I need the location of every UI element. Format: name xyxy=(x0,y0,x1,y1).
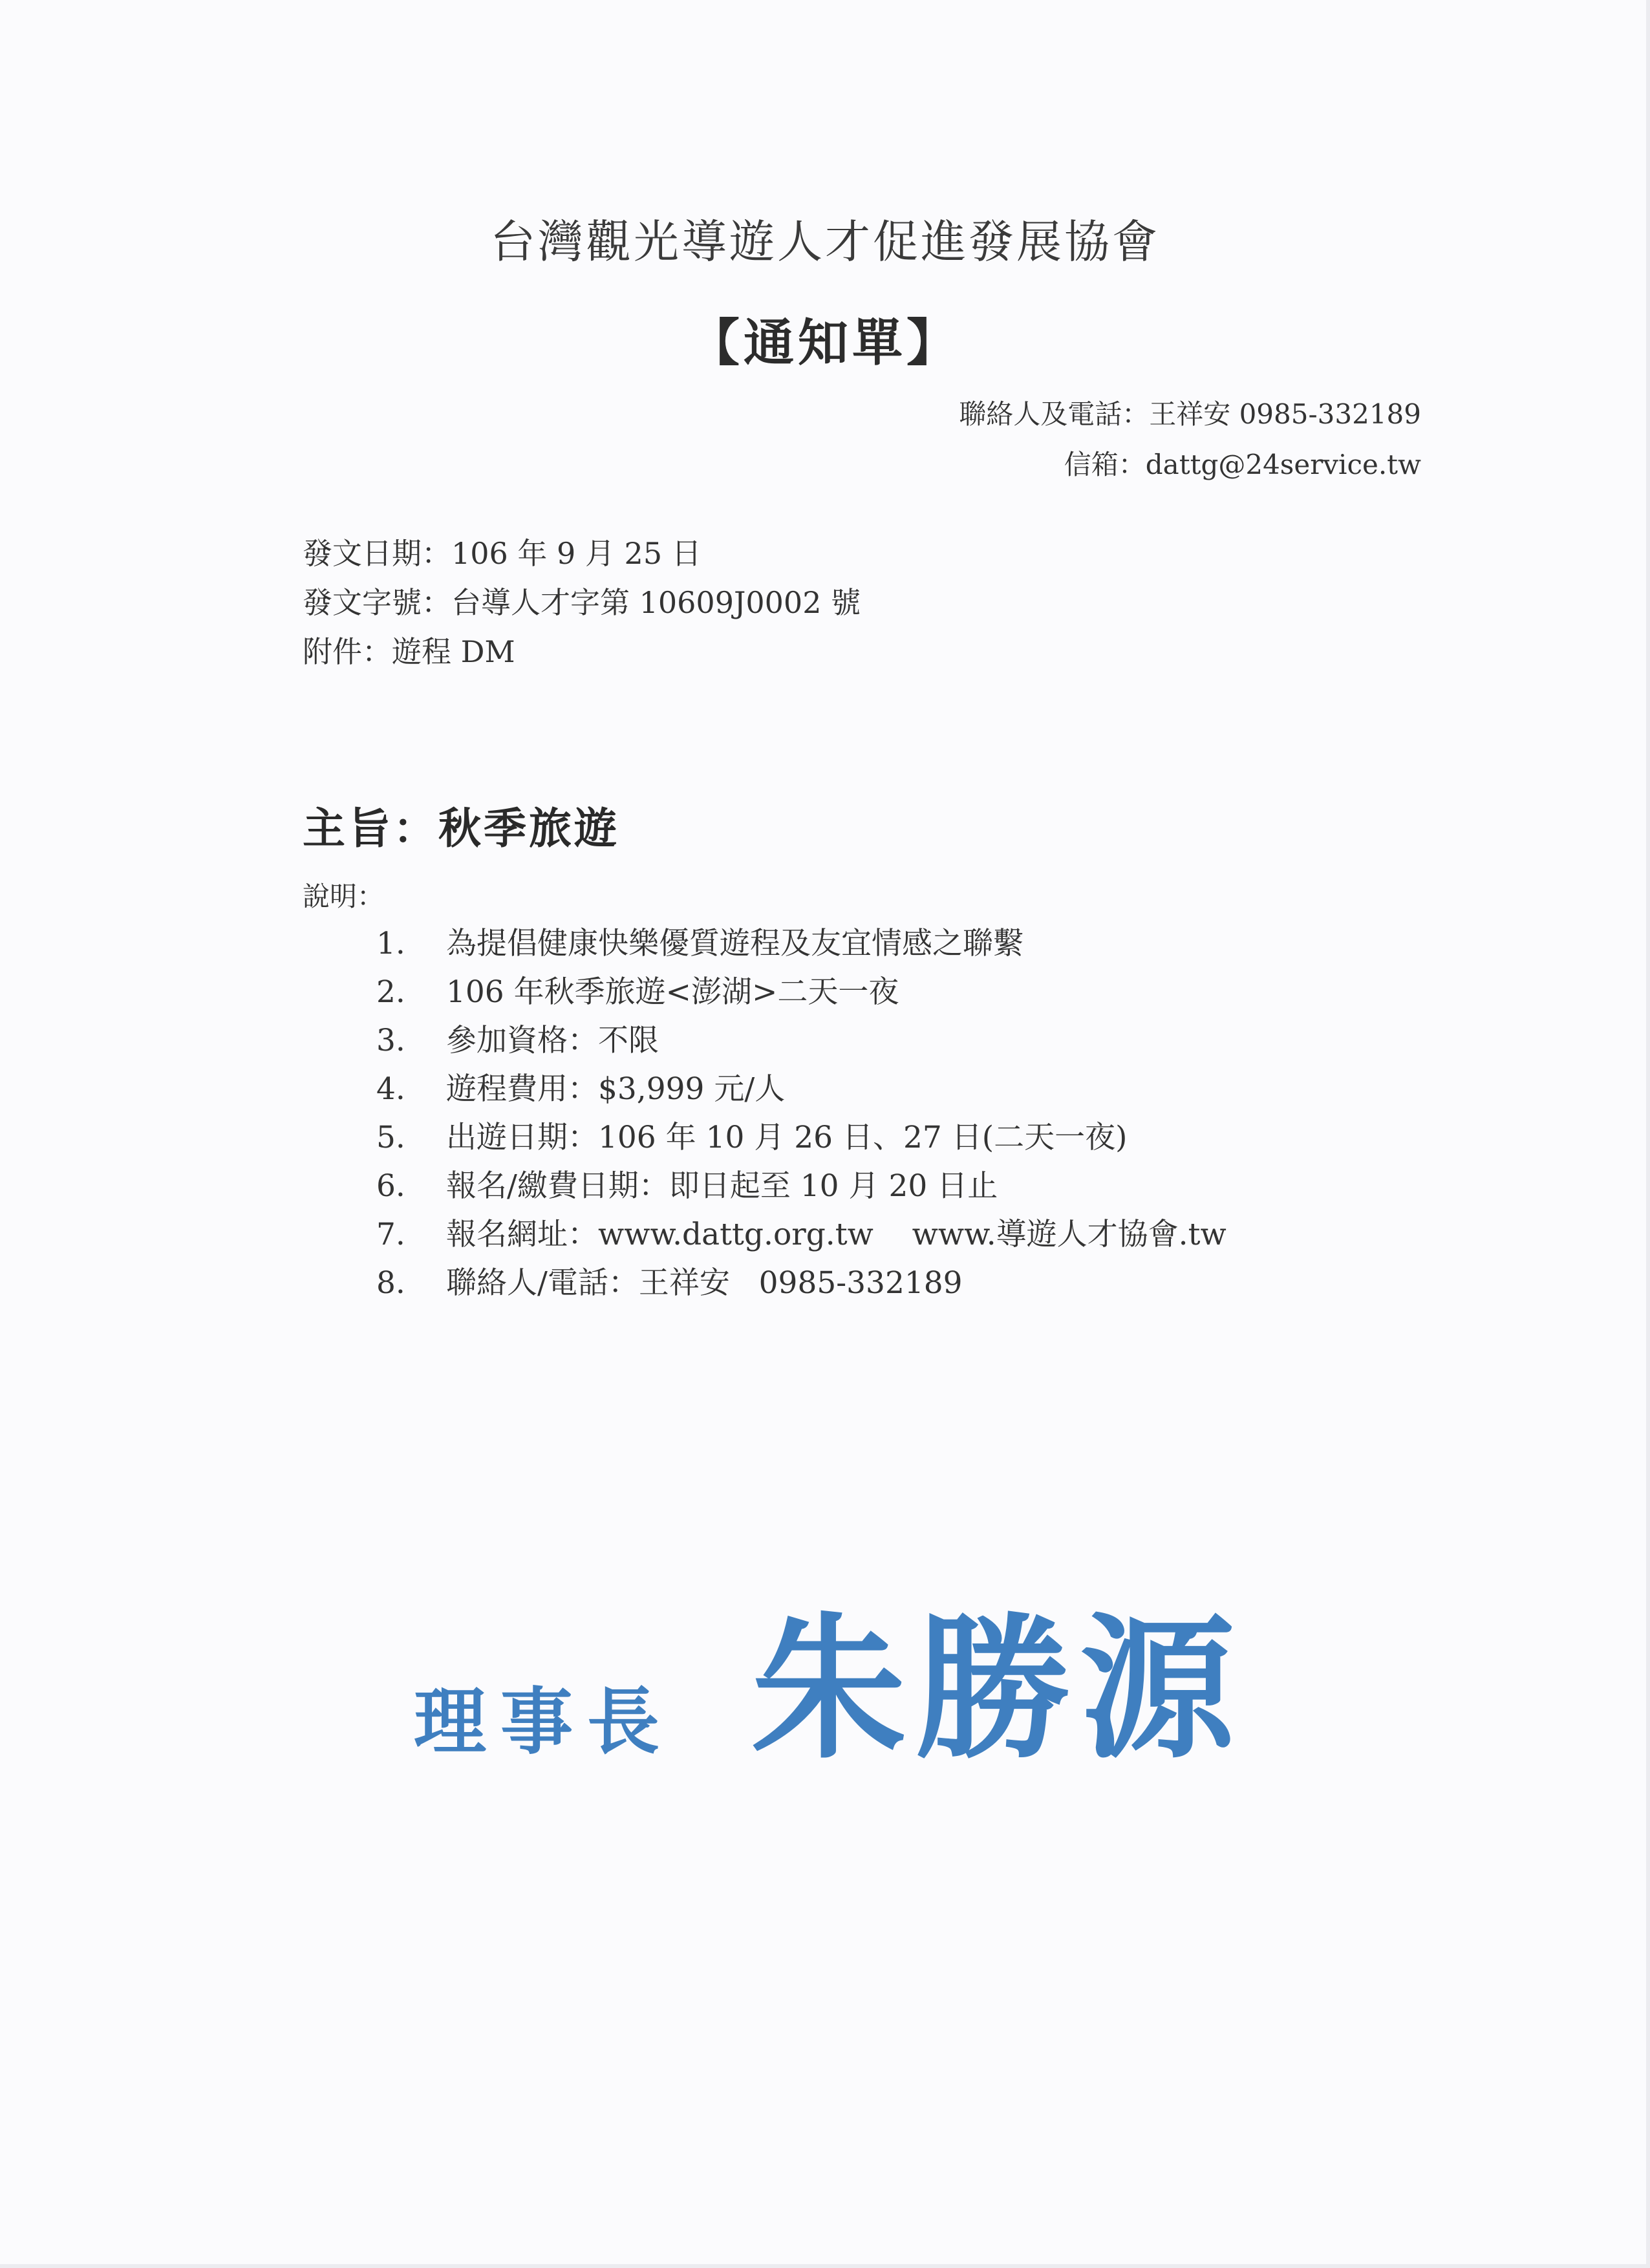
list-item xyxy=(376,1113,1227,1162)
document-number: 發文字號：台導人才字第 10609J0002 號 xyxy=(303,585,861,620)
item-number: 1. xyxy=(376,926,405,961)
explanation-label: 說明： xyxy=(303,881,385,912)
issue-date: 發文日期：106 年 9 月 25 日 xyxy=(303,536,702,571)
contact-block xyxy=(959,389,1421,490)
item-text: 遊程費用：$3,999 元/人 xyxy=(446,1071,786,1107)
signature-name: 朱勝源 xyxy=(751,1599,1245,1780)
explanation-list xyxy=(376,919,1227,1307)
attachment: 附件：遊程 DM xyxy=(303,634,515,669)
item-number: 8. xyxy=(376,1265,405,1301)
list-item xyxy=(376,1259,1227,1307)
item-text: 報名網址：www.dattg.org.tw www.導遊人才協會.tw xyxy=(446,1217,1227,1252)
item-text: 為提倡健康快樂優質遊程及友宜情感之聯繫 xyxy=(446,926,1023,961)
item-text: 報名/繳費日期：即日起至 10 月 20 日止 xyxy=(446,1168,998,1204)
item-text: 出遊日期：106 年 10 月 26 日、27 日(二天一夜) xyxy=(446,1120,1128,1155)
contact-phone: 聯絡人及電話：王祥安 0985-332189 xyxy=(959,398,1421,430)
item-text: 聯絡人/電話：王祥安 0985-332189 xyxy=(446,1265,963,1301)
item-text: 參加資格：不限 xyxy=(446,1023,659,1058)
notice-title: 【通知單】 xyxy=(689,314,961,372)
item-number: 7. xyxy=(376,1217,405,1252)
item-number: 3. xyxy=(376,1023,405,1058)
list-item xyxy=(376,919,1227,968)
list-item xyxy=(376,968,1227,1016)
item-number: 5. xyxy=(376,1120,405,1155)
item-number: 6. xyxy=(376,1168,405,1204)
item-number: 4. xyxy=(376,1071,405,1107)
signature-role: 理事長 xyxy=(414,1680,674,1764)
list-item xyxy=(376,1065,1227,1113)
item-number: 2. xyxy=(376,974,405,1010)
list-item xyxy=(376,1210,1227,1259)
chairman-signature-stamp xyxy=(414,1565,1244,1788)
item-text: 106 年秋季旅遊<澎湖>二天一夜 xyxy=(446,974,899,1010)
list-item xyxy=(376,1016,1227,1065)
document-meta xyxy=(303,529,861,676)
subject: 主旨：秋季旅遊 xyxy=(303,803,619,853)
organization-title: 台灣觀光導遊人才促進發展協會 xyxy=(490,215,1160,268)
contact-email: 信箱：dattg@24service.tw xyxy=(1064,449,1421,480)
list-item xyxy=(376,1162,1227,1210)
